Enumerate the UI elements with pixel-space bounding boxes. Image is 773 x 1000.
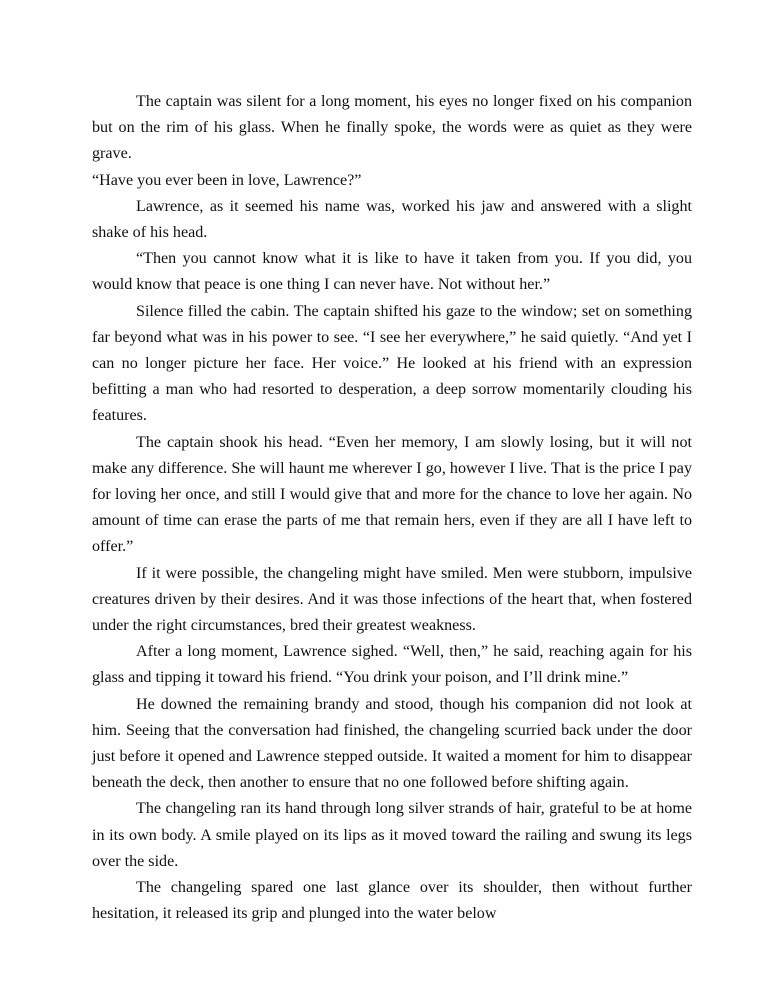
paragraph: If it were possible, the changeling might have smiled. Men were stubborn, impulsive creatures driven by their desires. And it was those infections of the heart that, when fostered under the right circumstances, bred their greatest weakness. — [92, 564, 692, 635]
paragraph: He downed the remaining brandy and stood, though his companion did not look at him. Seeing that the conversation had finished, the changeling scurried back under the door just before it opened and Lawrence stepped outside. It waited a moment for him to disappear beneath the deck, then another to ensure that no one followed before shifting again. — [92, 695, 692, 792]
paragraph: Silence filled the cabin. The captain shifted his gaze to the window; set on something far beyond what was in his power to see. “I see her everywhere,” he said quietly. “And yet I can no longer picture her face. Her voice.” He looked at his friend with an expression befitting a man who had resorted to desperation, a deep sorrow momentarily clouding his features. — [92, 302, 692, 425]
paragraph: Lawrence, as it seemed his name was, worked his jaw and answered with a slight shake of his head. — [92, 197, 692, 242]
paragraph: “Then you cannot know what it is like to have it taken from you. If you did, you would know that peace is one thing I can never have. Not without her.” — [92, 250, 692, 294]
paragraph: After a long moment, Lawrence sighed. “Well, then,” he said, reaching again for his glass and tipping it toward his friend. “You drink your poison, and I’ll drink mine.” — [92, 643, 692, 687]
paragraph: The captain was silent for a long moment, his eyes no longer fixed on his companion but on the rim of his glass. When he finally spoke, the words were as quiet as they were grave. — [92, 93, 692, 163]
paragraph: “Have you ever been in love, Lawrence?” — [92, 171, 362, 189]
document-page — [92, 89, 692, 928]
paragraph: The changeling spared one last glance over its shoulder, then without further hesitation, it released its grip and plunged into the water below — [92, 879, 692, 923]
paragraph: The captain shook his head. “Even her memory, I am slowly losing, but it will not make any difference. She will haunt me wherever I go, however I live. That is the price I pay for loving her once, and still I would give that and more for the chance to love her again. No amount of time can erase the parts of me that remain hers, even if they are all I have left to offer.” — [92, 433, 692, 556]
paragraph: The changeling ran its hand through long silver strands of hair, grateful to be at home in its own body. A smile played on its lips as it moved toward the railing and swung its legs over the side. — [92, 800, 692, 870]
